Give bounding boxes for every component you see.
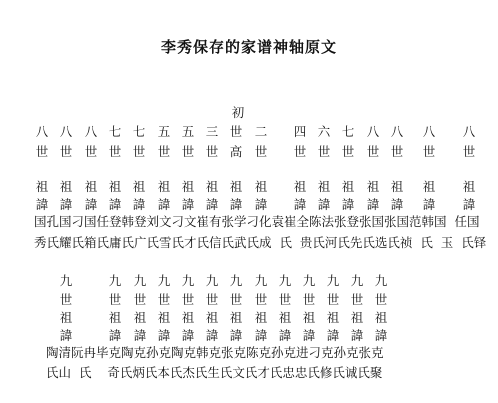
top-hui-char: 諱	[390, 197, 404, 212]
top-generation-char: 八	[366, 124, 380, 139]
bottom-zu-char: 祖	[133, 310, 147, 325]
top-shi-char: 世	[108, 144, 122, 159]
bottom-shi-char: 世	[302, 292, 316, 307]
top-zu-char: 祖	[205, 179, 219, 194]
top-hui-char: 諱	[35, 197, 49, 212]
bottom-shi-char: 世	[374, 292, 388, 307]
bottom-zu-char: 祖	[254, 310, 268, 325]
top-hui-char: 諱	[181, 197, 195, 212]
bottom-generation-char: 九	[181, 273, 195, 288]
top-shi-char: 世	[462, 144, 476, 159]
top-zu-char: 祖	[422, 179, 436, 194]
top-shi-char: 世	[181, 144, 195, 159]
top-shi-char: 世	[157, 144, 171, 159]
top-names-line-2: 秀氏耀氏箱氏庸氏广氏雪氏才氏信氏武氏成 氏 贵氏河氏先氏选氏祯 氏 玉 氏铎	[34, 235, 487, 250]
bottom-generation-char: 九	[254, 273, 268, 288]
bottom-shi-char: 世	[254, 292, 268, 307]
bottom-shi-char: 世	[133, 292, 147, 307]
bottom-hui-char: 諱	[108, 328, 122, 343]
bottom-zu-char: 祖	[350, 310, 364, 325]
top-hui-char: 諱	[341, 197, 355, 212]
bottom-hui-char: 諱	[278, 328, 292, 343]
top-zu-char: 祖	[181, 179, 195, 194]
top-hui-char: 諱	[293, 197, 307, 212]
top-hui-char: 諱	[108, 197, 122, 212]
bottom-hui-char: 諱	[229, 328, 243, 343]
top-generation-char: 八	[422, 124, 436, 139]
bottom-hui-char: 諱	[326, 328, 340, 343]
bottom-generation-char: 九	[350, 273, 364, 288]
bottom-hui-char: 諱	[254, 328, 268, 343]
bottom-hui-char: 諱	[374, 328, 388, 343]
bottom-zu-char: 祖	[108, 310, 122, 325]
top-shi-char: 世	[84, 144, 98, 159]
top-zu-char: 祖	[293, 179, 307, 194]
bottom-zu-char: 祖	[278, 310, 292, 325]
top-hui-char: 諱	[254, 197, 268, 212]
top-generation-char: 五	[181, 124, 195, 139]
bottom-hui-char: 諱	[181, 328, 195, 343]
top-hui-char: 諱	[84, 197, 98, 212]
top-generation-char: 世	[229, 124, 243, 139]
top-generation-char: 八	[59, 124, 73, 139]
bottom-hui-char: 諱	[350, 328, 364, 343]
bottom-generation-char: 九	[108, 273, 122, 288]
bottom-zu-char: 祖	[205, 310, 219, 325]
chu-char: 初	[231, 105, 245, 120]
bottom-shi-char: 世	[326, 292, 340, 307]
bottom-shi-char: 世	[59, 292, 73, 307]
top-zu-char: 祖	[366, 179, 380, 194]
top-generation-char: 八	[390, 124, 404, 139]
bottom-zu-char: 祖	[326, 310, 340, 325]
top-zu-char: 祖	[84, 179, 98, 194]
top-zu-char: 祖	[341, 179, 355, 194]
top-shi-char: 世	[132, 144, 146, 159]
bottom-shi-char: 世	[108, 292, 122, 307]
top-generation-char: 二	[254, 124, 268, 139]
bottom-zu-char: 祖	[157, 310, 171, 325]
top-zu-char: 祖	[108, 179, 122, 194]
bottom-zu-char: 祖	[229, 310, 243, 325]
bottom-shi-char: 世	[205, 292, 219, 307]
top-generation-char: 八	[84, 124, 98, 139]
top-shi-char: 世	[254, 144, 268, 159]
top-zu-char: 祖	[35, 179, 49, 194]
bottom-generation-char: 九	[133, 273, 147, 288]
bottom-generation-char: 九	[278, 273, 292, 288]
bottom-zu-char: 祖	[181, 310, 195, 325]
top-zu-char: 祖	[229, 179, 243, 194]
top-generation-char: 六	[317, 124, 331, 139]
bottom-generation-char: 九	[326, 273, 340, 288]
bottom-generation-char: 九	[229, 273, 243, 288]
bottom-shi-char: 世	[350, 292, 364, 307]
top-hui-char: 諱	[317, 197, 331, 212]
bottom-hui-char: 諱	[59, 328, 73, 343]
top-shi-char: 世	[390, 144, 404, 159]
top-hui-char: 諱	[422, 197, 436, 212]
top-names-line-1: 国孔国刁国任登韩登刘文刁文崔有张学刁化袁崔全陈法张登张国张国范韩国 任国	[34, 214, 480, 229]
top-hui-char: 諱	[132, 197, 146, 212]
top-hui-char: 諱	[157, 197, 171, 212]
top-generation-char: 七	[341, 124, 355, 139]
bottom-zu-char: 祖	[302, 310, 316, 325]
top-generation-char: 八	[35, 124, 49, 139]
top-generation-char: 八	[462, 124, 476, 139]
bottom-generation-char: 九	[374, 273, 388, 288]
bottom-shi-char: 世	[278, 292, 292, 307]
top-shi-char: 世	[205, 144, 219, 159]
bottom-zu-char: 祖	[374, 310, 388, 325]
top-shi-char: 世	[341, 144, 355, 159]
top-shi-char: 高	[229, 144, 243, 159]
top-hui-char: 諱	[59, 197, 73, 212]
top-generation-char: 三	[205, 124, 219, 139]
top-generation-char: 五	[157, 124, 171, 139]
top-shi-char: 世	[422, 144, 436, 159]
top-hui-char: 諱	[462, 197, 476, 212]
bottom-shi-char: 世	[229, 292, 243, 307]
top-shi-char: 世	[59, 144, 73, 159]
bottom-zu-char: 祖	[59, 310, 73, 325]
bottom-generation-char: 九	[302, 273, 316, 288]
top-zu-char: 祖	[390, 179, 404, 194]
top-hui-char: 諱	[205, 197, 219, 212]
bottom-generation-char: 九	[157, 273, 171, 288]
bottom-names-line-2: 氏山 氏 奇氏炳氏本氏杰氏生氏文氏才氏忠忠氏修氏诚氏聚	[46, 365, 383, 380]
top-shi-char: 世	[293, 144, 307, 159]
top-hui-char: 諱	[229, 197, 243, 212]
bottom-hui-char: 諱	[157, 328, 171, 343]
bottom-names-line-1: 陶清阮冉毕克陶克孙克陶克韩克张克陈克孙克进刁克孙克张克	[46, 345, 384, 360]
bottom-shi-char: 世	[181, 292, 195, 307]
bottom-hui-char: 諱	[205, 328, 219, 343]
bottom-generation-char: 九	[59, 273, 73, 288]
top-zu-char: 祖	[254, 179, 268, 194]
top-generation-char: 七	[132, 124, 146, 139]
top-zu-char: 祖	[462, 179, 476, 194]
bottom-shi-char: 世	[157, 292, 171, 307]
top-shi-char: 世	[366, 144, 380, 159]
top-zu-char: 祖	[132, 179, 146, 194]
top-generation-char: 四	[293, 124, 307, 139]
top-shi-char: 世	[317, 144, 331, 159]
top-shi-char: 世	[35, 144, 49, 159]
top-zu-char: 祖	[157, 179, 171, 194]
page-title: 李秀保存的家谱神轴原文	[160, 38, 337, 56]
bottom-generation-char: 九	[205, 273, 219, 288]
top-zu-char: 祖	[317, 179, 331, 194]
bottom-hui-char: 諱	[133, 328, 147, 343]
top-zu-char: 祖	[59, 179, 73, 194]
top-hui-char: 諱	[366, 197, 380, 212]
bottom-hui-char: 諱	[302, 328, 316, 343]
top-generation-char: 七	[108, 124, 122, 139]
